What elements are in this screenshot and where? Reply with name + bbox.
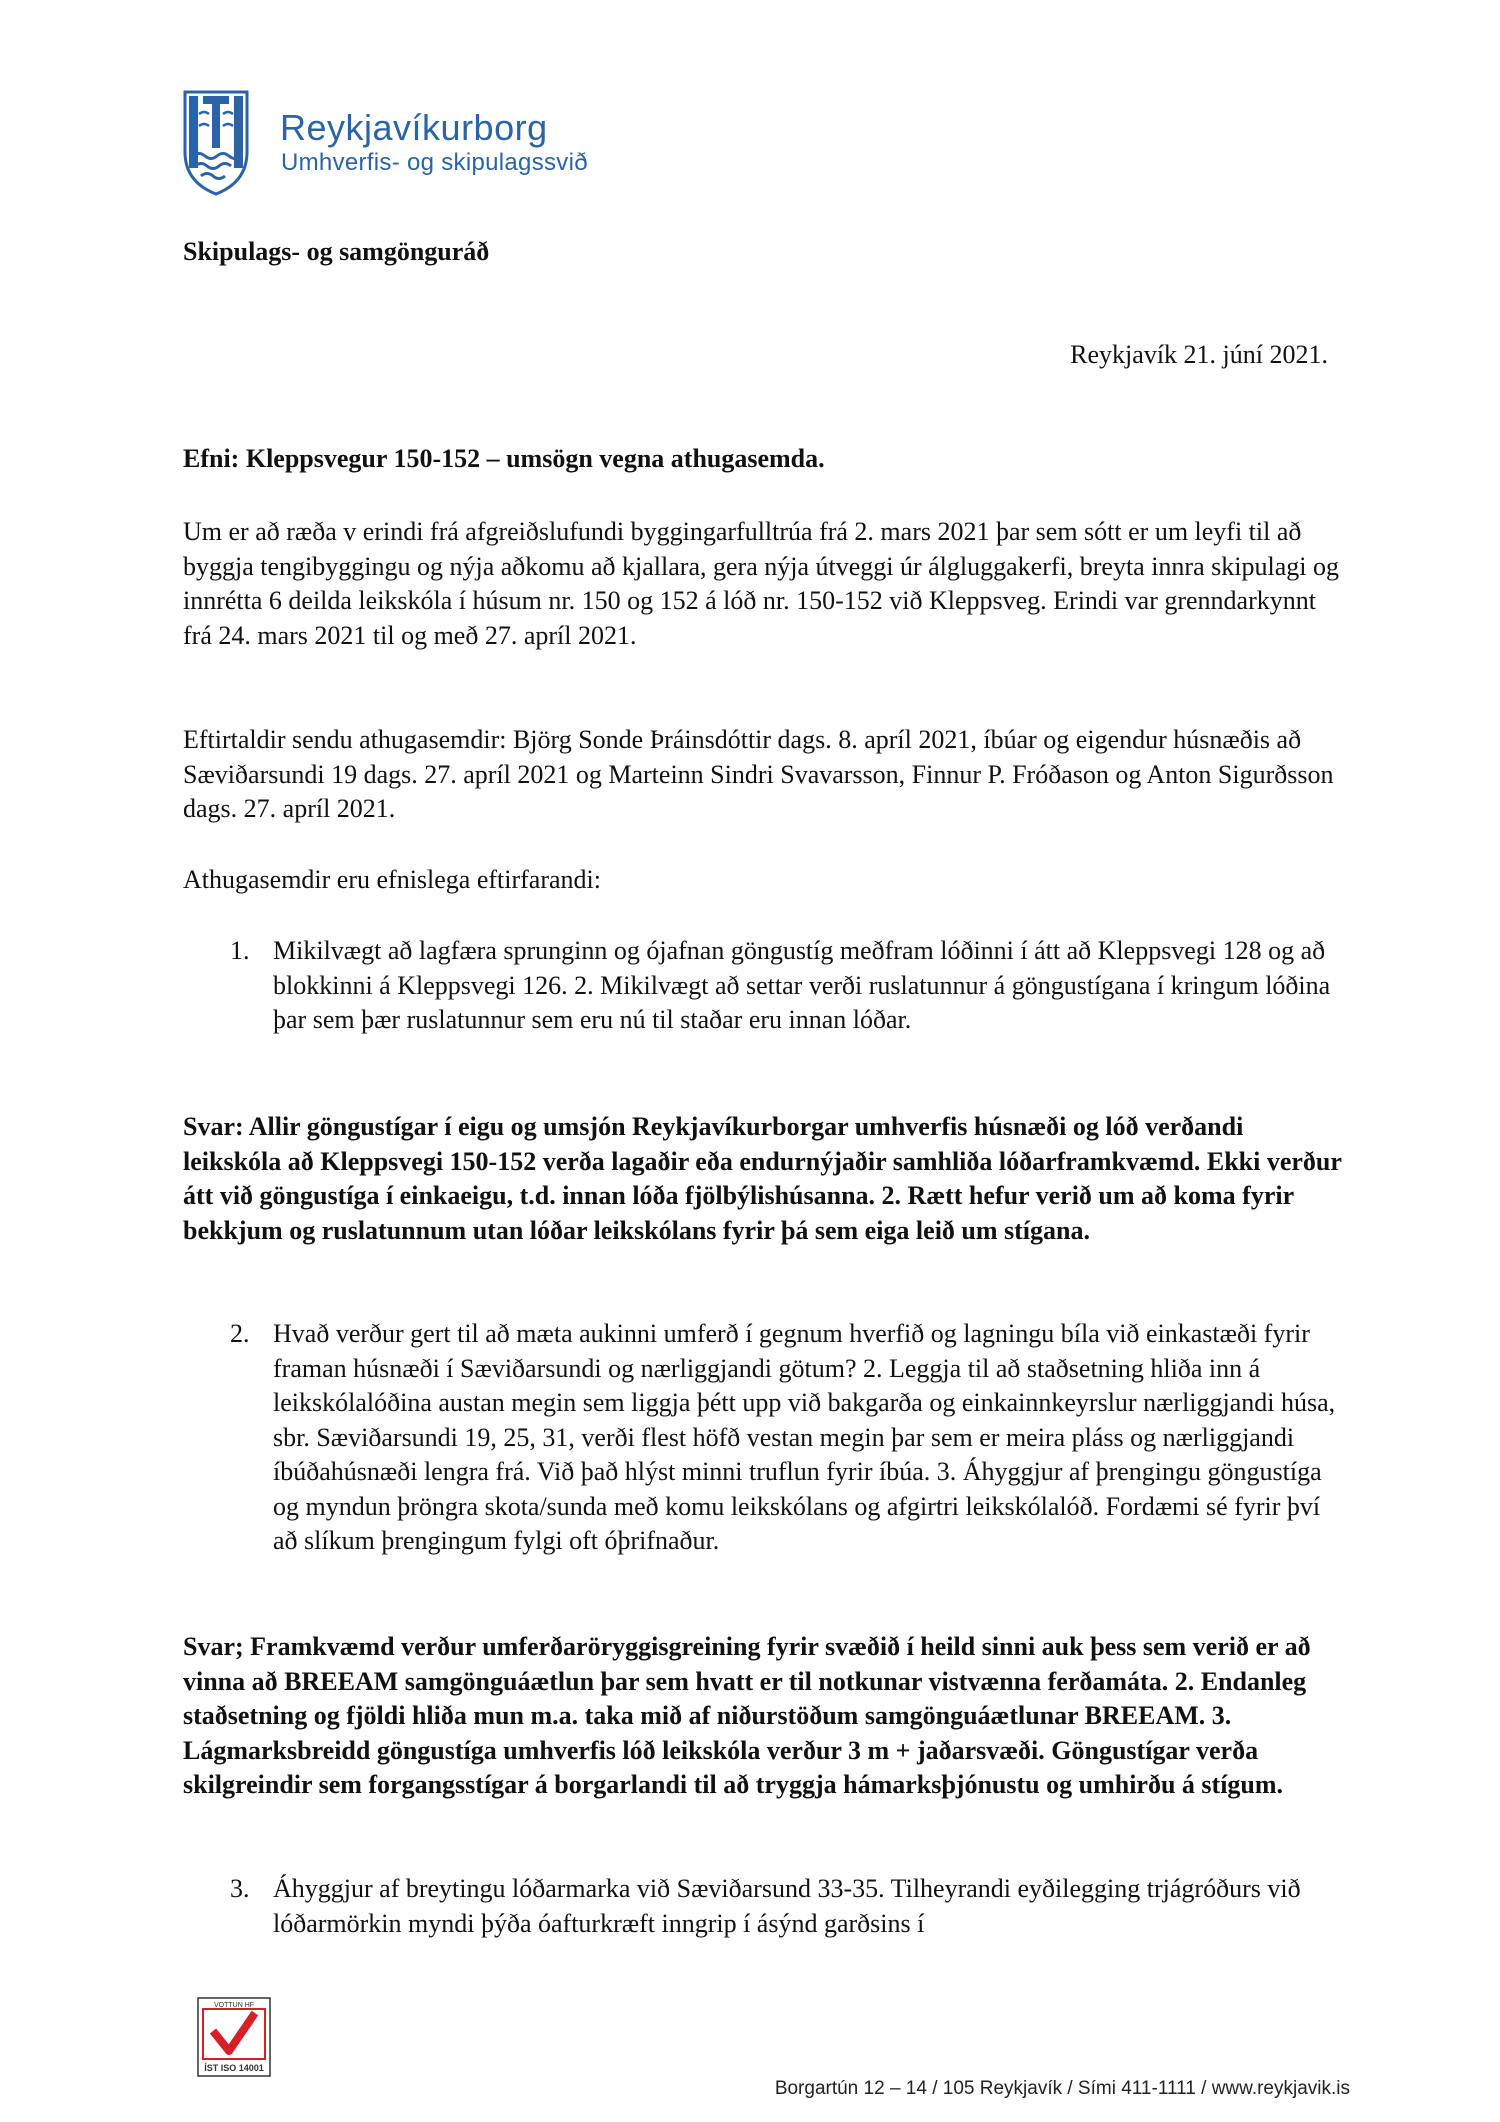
list-item-number: 3. [230,1874,250,1903]
certification-bottom-text: ÍST ISO 14001 [204,2063,264,2073]
answer-paragraph: Svar: Allir göngustígar í eigu og umsjón Reykjavíkurborgar umhverfis húsnæði og lóð verðandi leikskóla að Kleppsvegi 150-152 verða lagaðir eða endurnýjaðir samhliða lóðarframkvæmd. Ekki verður átt við göngustíga í einkaeigu, t.d. innan lóða fjölbýlishúsanna. 2. Rætt hefur verið um að koma fyrir bekkjum og ruslatunnum utan lóðar leikskólans fyrir þá sem eiga leið um stígana. [183,1112,1342,1245]
department-name: Umhverfis- og skipulagssvið [281,149,588,176]
iso-certification-badge [197,1997,271,2077]
org-name: Reykjavíkurborg [280,107,548,148]
list-item-text: Mikilvægt að lagfæra sprunginn og ójafnan göngustíg meðfram lóðinni í átt að Kleppsvegi 128 og að blokkinni á Kleppsvegi 126. 2. Mikilvægt að settar verði ruslatunnur á göngustígana í kringum lóðina þar sem þær ruslatunnur sem eru nú til staðar eru innan lóðar. [273,936,1331,1034]
certification-check-icon [197,1997,271,2077]
certification-top-text: VOTTUN HF [213,2002,255,2009]
reykjavik-coat-of-arms-icon [183,90,249,196]
list-item-number: 2. [230,1319,250,1348]
list-item-text: Hvað verður gert til að mæta aukinni umferð í gegnum hverfið og lagningu bíla við einkastæði fyrir framan húsnæði í Sæviðarsundi og nærliggjandi götum? 2. Leggja til að staðsetning hliða inn á leikskólalóðina austan megin sem liggja þétt upp við bakgarða og einkainnkeyrslur nærliggjandi húsa, sbr. Sæviðarsundi 19, 25, 31, verði flest höfð vestan megin þar sem er meira pláss og nærliggjandi íbúðahúsnæði lengra frá. Við það hlýst minni truflun fyrir íbúa. 3. Áhyggjur af þrengingu göngustíga og myndun þröngra skota/sunda með komu leikskólans og afgirtri leikskólalóð. Fordæmi sé fyrir því að slíkum þrengingum fylgi oft óþrifnaður. [273,1319,1336,1555]
list-item [230,934,1340,1038]
footer-address: Borgartún 12 – 14 / 105 Reykjavík / Sími 411-1111 / www.reykjavik.is [774,2078,1350,2099]
letter-date: Reykjavík 21. júní 2021. [1070,340,1328,369]
summary-intro: Athugasemdir eru efnislega eftirfarandi: [183,865,601,894]
answer-paragraph: Svar; Framkvæmd verður umferðaröryggisgreining fyrir svæðið í heild sinni auk þess sem verið er að vinna að BREEAM samgönguáætlun þar sem hvatt er til notkunar vistvænna ferðamáta. 2. Endanleg staðsetning og fjöldi hliða mun m.a. taka mið af niðurstöðum samgönguáætlunar BREEAM. 3. Lágmarksbreidd göngustíga umhverfis lóð leikskóla verður 3 m + jaðarsvæði. Göngustígar verða skilgreindir sem forgangsstígar á borgarlandi til að tryggja hámarksþjónustu og umhirðu á stígum. [183,1632,1311,1799]
letter-subject: Efni: Kleppsvegur 150-152 – umsögn vegna athugasemda. [183,444,825,473]
intro-paragraph: Um er að ræða v erindi frá afgreiðslufundi byggingarfulltrúa frá 2. mars 2021 þar sem sótt er um leyfi til að byggja tengibyggingu og nýja aðkomu að kjallara, gera nýja útveggi úr álgluggakerfi, breyta innra skipulagi og innrétta 6 deilda leikskóla í húsum nr. 150 og 152 á lóð nr. 150-152 við Kleppsveg. Erindi var grenndarkynnt frá 24. mars 2021 til og með 27. apríl 2021. [183,517,1339,650]
list-item-number: 1. [230,936,250,965]
list-item [230,1872,1340,1941]
list-item [230,1317,1340,1559]
commenters-paragraph: Eftirtaldir sendu athugasemdir: Björg Sonde Þráinsdóttir dags. 8. apríl 2021, íbúar og eigendur húsnæðis að Sæviðarsundi 19 dags. 27. apríl 2021 og Marteinn Sindri Svavarsson, Finnur P. Fróðason og Anton Sigurðsson dags. 27. apríl 2021. [183,725,1334,823]
list-item-text: Áhyggjur af breytingu lóðarmarka við Sæviðarsund 33-35. Tilheyrandi eyðilegging trjágróðurs við lóðarmörkin myndi þýða óafturkræft inngrip í ásýnd garðsins í [273,1874,1301,1938]
recipient: Skipulags- og samgönguráð [183,237,490,266]
